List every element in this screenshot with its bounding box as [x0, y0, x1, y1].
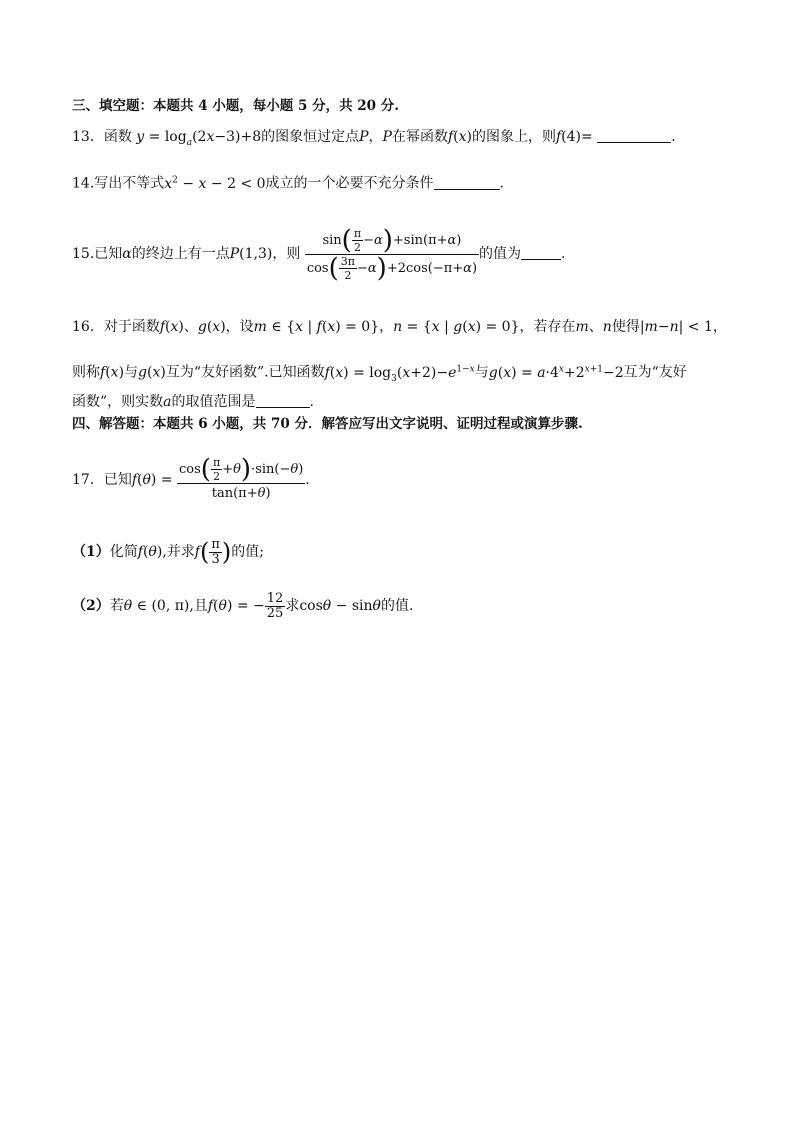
- question-16-line-3: [72, 392, 314, 412]
- q16-l2-text-5: 互为“友好: [623, 364, 687, 381]
- q14-answer-blank[interactable]: [434, 175, 500, 190]
- q17-part-1-text-1: 化简: [109, 544, 138, 560]
- question-14: [72, 170, 504, 194]
- q15-text-1: 已知: [94, 246, 123, 262]
- question-16-line-2: [72, 359, 687, 388]
- q16-text-6: 、: [588, 319, 603, 335]
- q16-l2-text-2: 与: [124, 364, 139, 381]
- q17-text-2: .: [305, 472, 310, 488]
- q16-l2-text-3: 互为“友好函数”.已知函数: [165, 364, 325, 381]
- q16-text-2: 、: [183, 319, 198, 335]
- q15-answer-blank[interactable]: [521, 245, 561, 260]
- q17-f-theta: f(θ) =: [131, 472, 178, 488]
- q17-part-1: （1）化简f(θ),并求f( $\frac{\pi}{3}$ )的值;: [72, 536, 264, 567]
- q15-text-4: 的值为: [479, 246, 522, 262]
- q16-answer-blank[interactable]: [256, 393, 310, 408]
- q16-l2-gx: g(x): [138, 364, 166, 381]
- q17-part-2-theta-range: θ ∈ (0, π): [123, 598, 190, 614]
- q13-text-5: 的图象上，则: [471, 129, 556, 145]
- q13-text-2: 的图象恒过定点: [261, 129, 360, 145]
- q17-fraction: [177, 456, 305, 504]
- question-15: [72, 222, 565, 286]
- q16-l3-text-3: .: [309, 394, 314, 410]
- q17-part-2-text-2: ,且: [189, 598, 208, 614]
- q14-text-2: 成立的一个必要不充分条件: [265, 175, 434, 192]
- q13-text-3: ，: [368, 129, 383, 145]
- q17-part-2-text-4: 的值.: [380, 598, 414, 614]
- q15-fraction: [305, 227, 479, 282]
- q16-abs: |m−n| < 1: [639, 319, 713, 335]
- q16-n: n: [602, 319, 612, 335]
- q16-set-m: m ∈ {x | f(x) = 0}: [253, 319, 380, 335]
- q16-l2-text-4: 与: [474, 364, 489, 381]
- q15-text-2: 的终边上有一点: [131, 246, 230, 262]
- q14-formula-inequality: $x^2 - x - 2 < 0$: [164, 175, 266, 192]
- q17-part-2-expression: cosθ − sinθ: [299, 598, 381, 614]
- q16-l3-a: a: [163, 394, 172, 410]
- q17-part-1-f-theta: f(θ): [137, 544, 163, 560]
- q16-number: 16．: [72, 319, 104, 335]
- q16-m: m: [575, 319, 589, 335]
- q16-gx: g(x): [197, 319, 226, 335]
- q17-part-1-f-pi3: f: [194, 544, 200, 560]
- q17-text-1: 已知: [103, 472, 132, 488]
- q17-part-2-fraction: $\frac{12}{25}$: [266, 590, 284, 621]
- question-17: [72, 448, 310, 512]
- q17-part-1-text-3: 的值;: [231, 544, 264, 560]
- q15-text-5: .: [561, 246, 566, 262]
- q17-part-1-pi-over-3: $\frac{\pi}{3}$: [211, 536, 220, 567]
- q17-part-2-text-1: 若: [109, 598, 124, 614]
- q13-point-p-2: P: [382, 129, 392, 145]
- q16-l2-f-def: $f(x) = \log_3(x+2)-e^{1-x}$: [324, 364, 475, 384]
- q16-l2-text-1: 则称: [72, 364, 100, 381]
- question-16-line-1: [72, 317, 727, 337]
- q16-l2-fx: f(x): [100, 364, 125, 381]
- q16-set-n: n = {x | g(x) = 0}: [393, 319, 520, 335]
- q17-part-2-f-theta: f(θ) = −: [207, 598, 265, 614]
- q15-point: P(1,3): [229, 246, 273, 262]
- q17-part-2: [72, 586, 413, 626]
- q14-text-3: .: [499, 175, 504, 192]
- q16-text-8: ，: [712, 319, 727, 335]
- section-4-heading: 四、解答题：本题共 6 小题，共 70 分．解答应写出文字说明、证明过程或演算步骤.: [72, 416, 583, 432]
- q13-formula-log: $y = \log_a(2x-3)+8$: [136, 129, 262, 148]
- question-13: [72, 127, 676, 153]
- q13-answer-blank[interactable]: [597, 128, 671, 143]
- q14-text-1: 写出不等式: [94, 175, 165, 192]
- q15-denominator: cos( $\frac{3\pi}{2}$ −α)+2cos(−π+α): [306, 253, 478, 283]
- q16-text-5: ，若存在: [519, 319, 576, 335]
- q16-l3-text-1: 函数”，则实数: [72, 394, 164, 410]
- q15-number: 15.: [72, 246, 95, 262]
- q13-text-1: 函数: [103, 129, 132, 145]
- q13-formula-fx: f(x): [447, 129, 472, 145]
- q13-formula-f4: f(4): [555, 129, 582, 145]
- q16-text-7: 使得: [611, 319, 640, 335]
- q16-l2-g-def: $g(x) = a\cdot 4^x+2^{x+1}-2$: [488, 364, 624, 381]
- q13-text-7: .: [671, 129, 676, 145]
- q13-number: 13．: [72, 129, 104, 145]
- section-3-heading: 三、填空题：本题共 4 小题，每小题 5 分，共 20 分.: [72, 98, 399, 114]
- q13-text-4: 在幂函数: [391, 129, 448, 145]
- q17-denominator: tan(π+θ): [211, 486, 271, 501]
- q17-numerator: cos( $\frac{\pi}{2}$ +θ)·sin(−θ): [179, 454, 304, 485]
- q16-text-4: ，: [379, 319, 394, 335]
- q15-numerator: sin( $\frac{\pi}{2}$ −α)+sin(π+α): [322, 225, 462, 255]
- q13-text-6: =: [581, 129, 593, 145]
- q17-part-2-text-3: 求: [285, 598, 300, 614]
- q13-point-p: P: [359, 129, 369, 145]
- q14-number: 14.: [72, 175, 95, 192]
- q17-part-2-label: （2）: [72, 598, 110, 614]
- q16-fx: f(x): [159, 319, 184, 335]
- q15-text-3: ，则: [272, 246, 301, 262]
- q17-part-1-label: （1）: [72, 544, 110, 560]
- q17-number: 17．: [72, 472, 104, 488]
- q16-text-3: ，设: [225, 319, 254, 335]
- q16-text-1: 对于函数: [103, 319, 160, 335]
- q17-part-1-text-2: ,并求: [162, 544, 195, 560]
- q15-alpha: α: [122, 246, 132, 262]
- q16-l3-text-2: 的取值范围是: [171, 394, 256, 410]
